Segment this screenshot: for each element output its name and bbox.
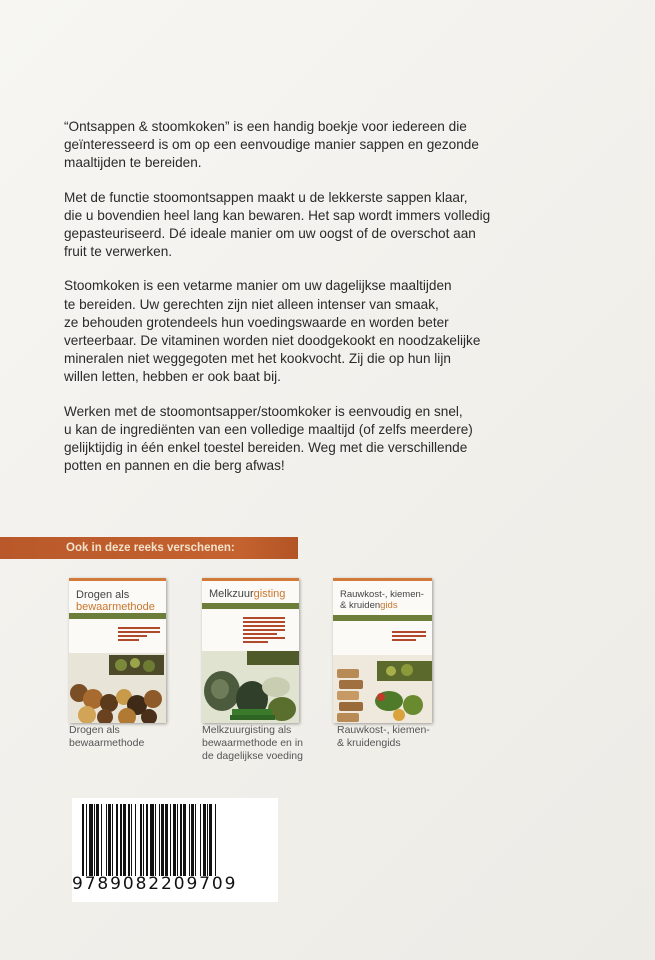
isbn-number: 9789082209709	[72, 874, 238, 894]
barcode-bar	[183, 804, 187, 876]
blurb-paragraph-4: Werken met de stoomontsapper/stoomkoker is eenvoudig en snel, u kan de ingrediënten van een volledige maaltijd (of zelfs meerdere) gelijktijdig in één enkel toestel bereiden. Weg met die verschillende potten en pannen en die berg afwas!	[64, 403, 473, 474]
barcode-bar	[140, 804, 142, 876]
barcode-bar	[207, 804, 208, 876]
barcode	[72, 798, 278, 902]
book-title	[76, 589, 162, 613]
barcode-bar	[143, 804, 144, 876]
barcode-bar	[101, 804, 102, 876]
barcode-bar	[86, 804, 87, 876]
series-heading: Ook in deze reeks verschenen:	[0, 537, 298, 559]
barcode-bar	[191, 804, 193, 876]
barcode-bar	[120, 804, 121, 876]
cover-band	[333, 615, 432, 621]
barcode-bar	[89, 804, 93, 876]
barcode-bar	[128, 804, 130, 876]
book-cover-melkzuur[interactable]	[202, 578, 299, 723]
barcode-bar	[159, 804, 160, 876]
barcode-bar	[82, 804, 84, 876]
barcode-bar	[123, 804, 127, 876]
barcode-bar	[189, 804, 190, 876]
book-title-highlight: gisting	[253, 588, 286, 600]
book-caption-drogen: Drogen als bewaarmethode	[69, 724, 145, 749]
blurb-paragraph-1: “Ontsappen & stoomkoken” is een handig boekje voor iedereen die geïnteresseerd is om op een eenvoudige manier sappen en gezonde maaltijden te bereiden.	[64, 119, 479, 171]
book-caption-melkzuur: Melkzuurgisting als bewaarmethode en in de dagelijkse voeding	[202, 724, 303, 762]
barcode-bar	[203, 804, 205, 876]
barcode-bar	[170, 804, 171, 876]
barcode-bar	[215, 804, 216, 876]
barcode-bar	[150, 804, 154, 876]
barcode-bar	[96, 804, 98, 876]
barcode-bar	[200, 804, 201, 876]
blurb-text	[64, 118, 504, 491]
barcode-bar	[195, 804, 196, 876]
barcode-bar	[108, 804, 110, 876]
barcode-bar	[173, 804, 175, 876]
book-title-plain: Drogen als	[76, 589, 130, 601]
barcode-bar	[165, 804, 169, 876]
barcode-bar	[209, 804, 211, 876]
barcode-bars	[82, 804, 267, 876]
barcode-bar	[131, 804, 132, 876]
book-title	[340, 589, 428, 611]
book-caption-rauwkost: Rauwkost-, kiemen- & kruidengids	[337, 724, 430, 749]
barcode-bar	[112, 804, 113, 876]
cover-band	[69, 613, 166, 619]
barcode-bar	[116, 804, 118, 876]
barcode-bar	[161, 804, 163, 876]
book-title-highlight: gids	[380, 600, 398, 611]
barcode-bar	[177, 804, 178, 876]
book-title-plain: Rauwkost-, kiemen- & kruiden	[340, 589, 424, 611]
book-cover-drogen[interactable]	[69, 578, 166, 723]
barcode-bar	[146, 804, 148, 876]
blurb-paragraph-3: Stoomkoken is een vetarme manier om uw dagelijkse maaltijden te bereiden. Uw gerechten zijn niet alleen intenser van smaak, ze behouden grotendeels hun voedingswaarde en worden beter verteerbaar. De vitaminen worden niet doodgekookt en noodzakelijke mineralen niet weggegoten met het kookvocht. Zij die op hun lijn willen letten, hebben er ook baat bij.	[64, 278, 481, 385]
book-cover-rauwkost[interactable]	[333, 578, 432, 723]
vegetables-image	[202, 651, 299, 723]
barcode-bar	[135, 804, 136, 876]
cover-band	[202, 603, 299, 609]
dried-fruit-image	[69, 653, 166, 723]
barcode-bar	[106, 804, 107, 876]
raw-food-image	[333, 655, 432, 723]
cover-keyword-lines	[118, 627, 160, 643]
cover-keyword-lines	[243, 617, 285, 645]
book-title	[209, 589, 295, 600]
book-title-highlight: bewaarmethode	[76, 601, 155, 613]
barcode-bar	[155, 804, 156, 876]
book-title-plain: Melkzuur	[209, 588, 254, 600]
cover-keyword-lines	[392, 631, 426, 643]
barcode-bar	[94, 804, 95, 876]
barcode-bar	[180, 804, 181, 876]
blurb-paragraph-2: Met de functie stoomontsappen maakt u de lekkerste sappen klaar, die u bovendien heel lang kan bewaren. Het sap wordt immers volledig gepasteuriseerd. Dé ideale manier om uw oogst of de overschot aan fruit te verwerken.	[64, 189, 491, 260]
